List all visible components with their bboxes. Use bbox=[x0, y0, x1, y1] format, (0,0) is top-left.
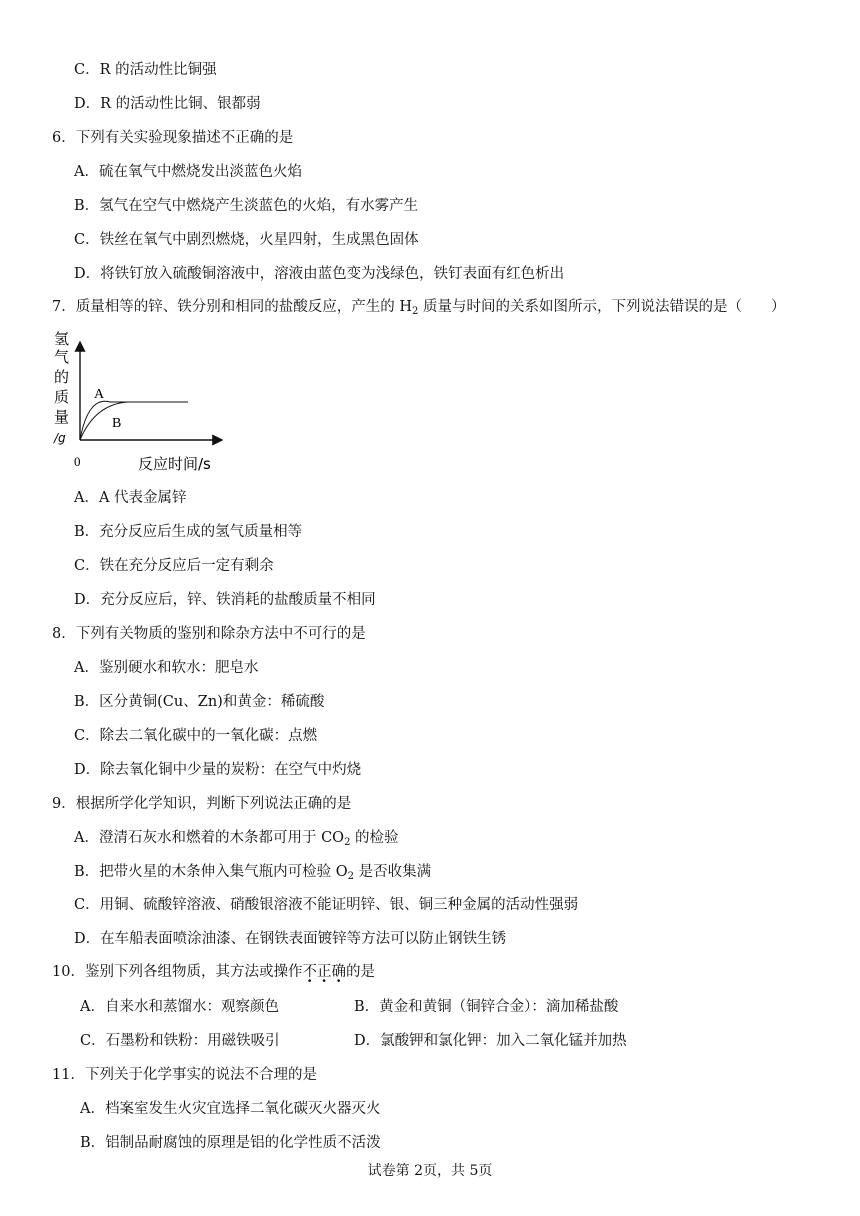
q8-option-c: C．除去二氧化碳中的一氧化碳：点燃 bbox=[74, 728, 318, 744]
q7-option-c: C．铁在充分反应后一定有剩余 bbox=[74, 558, 274, 574]
q9-option-b-subscript: 2 bbox=[347, 871, 355, 882]
emphasis-char: 确 bbox=[331, 964, 346, 980]
q9-option-a-part2: 的检验 bbox=[350, 830, 399, 846]
q10-stem-part1: 10．鉴别下列各组物质，其方法或操作 bbox=[52, 964, 303, 980]
q10-option-d: D．氯酸钾和氯化钾：加入二氧化锰并加热 bbox=[354, 1033, 627, 1049]
q7-option-d: D．充分反应后，锌、铁消耗的盐酸质量不相同 bbox=[74, 592, 376, 608]
q9-option-b-part2: 是否收集满 bbox=[354, 864, 432, 880]
y-label-1: 氢 bbox=[54, 330, 70, 348]
q6-option-b: B．氢气在空气中燃烧产生淡蓝色的火焰，有水雾产生 bbox=[74, 198, 419, 214]
q10-option-b: B．黄金和黄铜（铜锌合金）：滴加稀盐酸 bbox=[354, 999, 619, 1015]
q9-option-b bbox=[74, 862, 431, 887]
q9-stem: 9．根据所学化学知识，判断下列说法正确的是 bbox=[52, 796, 352, 812]
q9-option-a-part1: A．澄清石灰水和燃着的木条都可用于 CO bbox=[74, 830, 345, 846]
q10-stem-part2: 的是 bbox=[345, 964, 375, 980]
q9-option-d: D．在车船表面喷涂油漆、在钢铁表面镀锌等方法可以防止钢铁生锈 bbox=[74, 931, 507, 947]
q6-option-c: C．铁丝在氧气中剧烈燃烧，火星四射，生成黑色固体 bbox=[74, 232, 419, 248]
y-label-3: 的 bbox=[54, 368, 70, 386]
x-axis-label: 反应时间/s bbox=[138, 455, 211, 473]
label-a: A bbox=[94, 387, 105, 402]
hydrogen-mass-graph bbox=[50, 328, 230, 478]
q11-option-b: B．铝制品耐腐蚀的原理是铝的化学性质不活泼 bbox=[80, 1135, 381, 1151]
q6-option-d: D．将铁钉放入硫酸铜溶液中，溶液由蓝色变为浅绿色，铁钉表面有红色析出 bbox=[74, 266, 565, 282]
y-label-5: 量 bbox=[54, 408, 70, 426]
q7-option-a: A．A 代表金属锌 bbox=[74, 490, 187, 506]
q10-stem-emphasis bbox=[302, 964, 346, 980]
q7-stem-part2: 质量与时间的关系如图所示，下列说法错误的是（ ） bbox=[418, 299, 786, 315]
q7-option-b: B．充分反应后生成的氢气质量相等 bbox=[74, 524, 303, 540]
q8-option-b: B．区分黄铜(Cu、Zn)和黄金：稀硫酸 bbox=[74, 694, 325, 710]
y-label-2: 气 bbox=[54, 348, 70, 366]
origin-label: 0 bbox=[74, 454, 81, 469]
q11-stem: 11．下列关于化学事实的说法不合理的是 bbox=[52, 1067, 317, 1083]
q8-option-a: A．鉴别硬水和软水：肥皂水 bbox=[74, 660, 259, 676]
emphasis-char: 不 bbox=[302, 964, 317, 980]
q6-stem: 6．下列有关实验现象描述不正确的是 bbox=[52, 130, 294, 146]
y-label-4: 质 bbox=[54, 388, 70, 406]
q9-option-a-subscript: 2 bbox=[344, 837, 351, 848]
q7-stem-subscript: 2 bbox=[411, 306, 419, 317]
q9-option-b-part1: B．把带火星的木条伸入集气瓶内可检验 O bbox=[74, 864, 348, 880]
q9-option-a bbox=[74, 828, 399, 853]
q10-option-c: C．石墨粉和铁粉：用磁铁吸引 bbox=[80, 1033, 280, 1049]
q11-option-a: A．档案室发生火灾宜选择二氧化碳灭火器灭火 bbox=[80, 1101, 381, 1117]
emphasis-char: 正 bbox=[316, 964, 332, 980]
page-footer: 试卷第 2页，共 5页 bbox=[367, 1163, 493, 1179]
q8-stem: 8．下列有关物质的鉴别和除杂方法中不可行的是 bbox=[52, 626, 366, 642]
curve-a bbox=[80, 401, 188, 440]
q5-option-d: D．R 的活动性比铜、银都弱 bbox=[74, 96, 261, 112]
q7-stem bbox=[52, 297, 785, 322]
q10-stem bbox=[52, 962, 375, 982]
q6-option-a: A．硫在氧气中燃烧发出淡蓝色火焰 bbox=[74, 164, 302, 180]
q10-option-a: A．自来水和蒸馏水：观察颜色 bbox=[80, 999, 279, 1015]
q5-option-c: C．R 的活动性比铜强 bbox=[74, 62, 217, 78]
q7-stem-part1: 7．质量相等的锌、铁分别和相同的盐酸反应，产生的 H bbox=[52, 299, 412, 315]
q9-option-c: C．用铜、硫酸锌溶液、硝酸银溶液不能证明锌、银、铜三种金属的活动性强弱 bbox=[74, 897, 579, 913]
q8-option-d: D．除去氧化铜中少量的炭粉：在空气中灼烧 bbox=[74, 762, 362, 778]
label-b: B bbox=[112, 416, 122, 431]
y-label-6: /g bbox=[54, 431, 66, 445]
